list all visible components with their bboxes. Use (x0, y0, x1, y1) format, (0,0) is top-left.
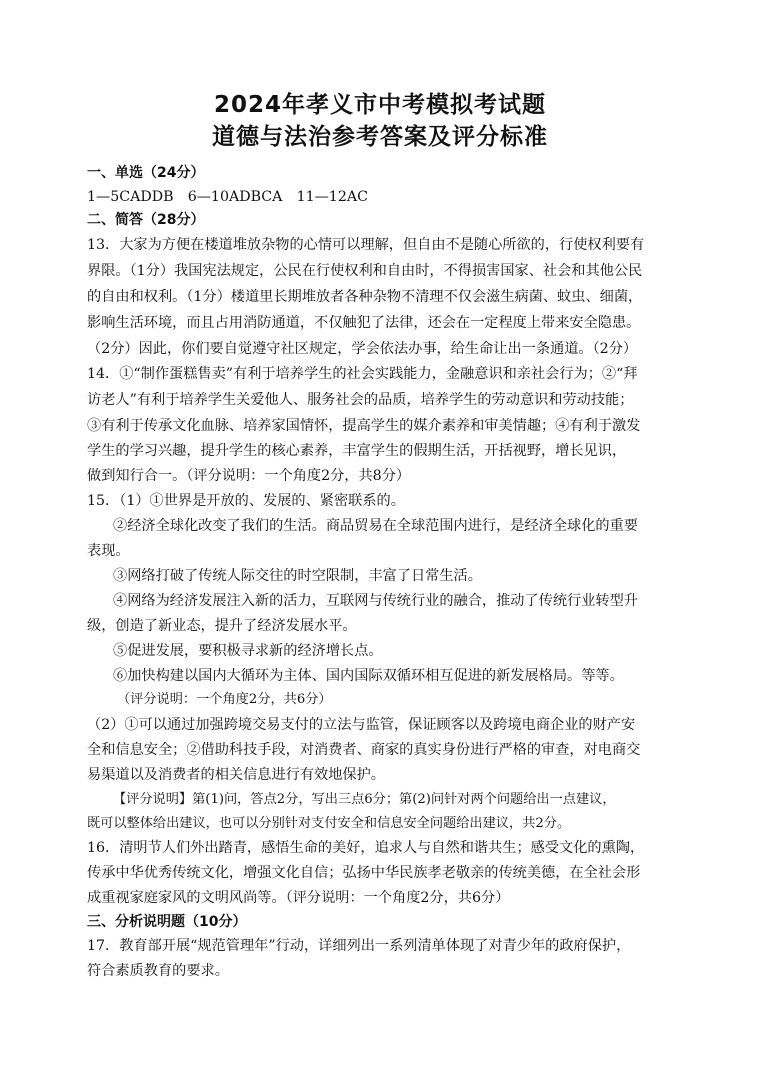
answer-line: 17．教育部开展“规范管理年”行动，详细列出一系列清单体现了对青少年的政府保护， (87, 938, 631, 954)
page-title: 2024年孝义市中考模拟考试题 (213, 92, 546, 118)
answer-line: 易渠道以及消费者的相关信息进行有效地保护。 (87, 767, 385, 783)
answer-line: 16．清明节人们外出踏青，感悟生命的美好，追求人与自然和谐共生；感受文化的熏陶， (87, 840, 645, 856)
answer-line: ⑤促进发展，要积极寻求新的经济增长点。 (113, 643, 383, 659)
section-heading-short-answer: 二、简答（28分） (87, 212, 205, 228)
page-subtitle: 道德与法治参考答案及评分标准 (212, 124, 548, 150)
answer-line: ④网络为经济发展注入新的活力，互联网与传统行业的融合，推动了传统行业转型升 (113, 593, 638, 609)
answer-line: 的自由和权利。（1分）楼道里长期堆放者各种杂物不清理不仅会滋生病菌、蚊虫、细菌， (87, 289, 643, 305)
answer-line: 成重视家庭家风的文明风尚等。（评分说明：一个角度2分，共6分） (87, 890, 510, 906)
answer-line: （2）①可以通过加强跨境交易支付的立法与监管，保证顾客以及跨境电商企业的财产安 (87, 717, 636, 733)
answer-line: 界限。（1分）我国宪法规定，公民在行使权利和自由时，不得损害国家、社会和其他公民 (87, 263, 643, 279)
answer-line: 15．（1）①世界是开放的、发展的、紧密联系的。 (87, 493, 405, 509)
answer-line: ⑥加快构建以国内大循环为主体、国内国际双循环相互促进的新发展格局。等等。 (113, 668, 624, 684)
answer-line: （2分）因此，你们要自觉遵守社区规定，学会依法办事，给生命让出一条通道。（2分） (87, 341, 638, 357)
answer-line: ③网络打破了传统人际交往的时空限制，丰富了日常生活。 (113, 568, 482, 584)
answer-line: ②经济全球化改变了我们的生活。商品贸易在全球范围内进行，是经济全球化的重要 (113, 518, 638, 534)
answer-line: 13．大家为方便在楼道堆放杂物的心情可以理解，但自由不是随心所欲的，行使权利要有 (87, 237, 645, 253)
section-heading-single-choice: 一、单选（24分） (87, 165, 205, 181)
scoring-note: （评分说明：一个角度2分，共6分） (117, 692, 332, 707)
answer-line: 访老人”有利于培养学生关爱他人、服务社会的品质，培养学生的劳动意识和劳动技能； (87, 392, 634, 408)
answer-line: ③有利于传承文化血脉、培养家国情怀，提高学生的媒介素养和审美情趣；④有利于激发 (87, 418, 641, 434)
answer-line: 符合素质教育的要求。 (87, 963, 229, 979)
answer-line: 传承中华优秀传统文化，增强文化自信；弘扬中华民族孝老敬亲的传统美德，在全社会形 (87, 865, 641, 881)
answer-line: 1—5CADDB 6—10ADBCA 11—12AC (87, 189, 368, 205)
section-heading-analysis: 三、分析说明题（10分） (87, 914, 247, 930)
scoring-note: 【评分说明】第(1)问，答点2分，写出三点6分；第(2)问针对两个问题给出一点建议， (113, 792, 616, 807)
answer-line: 做到知行合一。（评分说明：一个角度2分，共8分） (87, 468, 411, 484)
answer-line: 14．①“制作蛋糕售卖”有利于培养学生的社会实践能力，金融意识和亲社会行为；②“拜 (87, 366, 638, 382)
answer-line: 影响生活环境，而且占用消防通道，不仅触犯了法律，还会在一定程度上带来安全隐患。 (87, 315, 641, 331)
scoring-note: 既可以整体给出建议，也可以分别针对支付安全和信息安全问题给出建议，共2分。 (87, 816, 571, 831)
answer-line: 表现。 (87, 543, 130, 559)
answer-line: 级，创造了新业态，提升了经济发展水平。 (87, 618, 357, 634)
answer-line: 学生的学习兴趣，提升学生的核心素养，丰富学生的假期生活，开括视野，增长见识， (87, 443, 627, 459)
answer-line: 全和信息安全；②借助科技手段，对消费者、商家的真实身份进行严格的审查，对电商交 (87, 742, 641, 758)
